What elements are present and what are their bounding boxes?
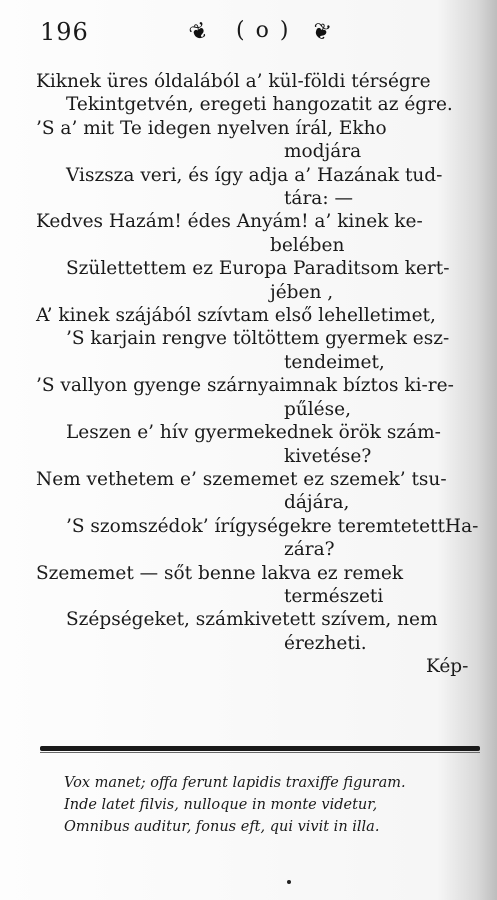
verse-turnover-line: dájára,: [284, 492, 350, 514]
epigraph-line: Omnibus auditur, fonus eft, qui vivit in illa.: [64, 819, 380, 835]
poem-text: [36, 70, 488, 679]
verse-line: Viszsza veri, és így adja a’ Hazának tud-: [66, 164, 443, 186]
header-center-mark: ( o ): [236, 18, 291, 43]
verse-line: ’S karjain rengve töltöttem gyermek esz-: [66, 328, 450, 350]
verse-turnover-line: tendeimet,: [284, 351, 385, 373]
verse-turnover-line: zára?: [284, 539, 335, 561]
verse-line: Születtettem ez Europa Paraditsom kert-: [66, 258, 450, 280]
verse-turnover-line: belében: [270, 234, 345, 256]
section-rule: [40, 746, 480, 751]
verse-turnover-line: természeti: [284, 585, 384, 607]
verse-line: ’S vallyon gyenge szárnyaimnak bíztos ki-re-: [36, 375, 454, 397]
verse-line: Nem vethetem e’ szememet ez szemek’ tsu-: [36, 468, 447, 490]
page-number: 196: [40, 18, 89, 46]
verse-turnover-line: tára: —: [284, 188, 353, 210]
verse-line: Leszen e’ hív gyermekednek örök szám-: [66, 422, 441, 444]
verse-turnover-line: modjára: [284, 141, 362, 163]
verse-line: A’ kinek szájából szívtam első lehelletimet,: [36, 305, 436, 327]
verse-turnover-line: jében ,: [270, 281, 334, 303]
fleuron-ornament-icon: ❦: [185, 17, 213, 48]
print-dot: [287, 880, 291, 884]
verse-line: Szememet — sőt benne lakva ez remek: [36, 562, 404, 584]
verse-line: Tekintgetvén, eregeti hangozatit az égre.: [66, 94, 453, 116]
verse-line: Kiknek üres óldalából a’ kül-földi térségre: [36, 71, 431, 92]
epigraph-line: Vox manet; offa ferunt lapidis traxiffe figuram.: [64, 775, 406, 791]
verse-turnover-line: pűlése,: [284, 398, 351, 420]
epigraph-line: Inde latet filvis, nulloque in monte videtur,: [64, 797, 378, 813]
page-header: [40, 18, 480, 54]
verse-line: ’S a’ mit Te idegen nyelven írál, Ekho: [36, 117, 387, 139]
verse-turnover-line: kivetése?: [284, 445, 372, 467]
verse-turnover-line: érezheti.: [284, 632, 367, 654]
section-rule-fine: [40, 752, 480, 753]
verse-line: Szépségeket, számkivetett szívem, nem: [66, 609, 438, 631]
latin-epigraph: [64, 772, 484, 838]
fleuron-ornament-icon: ❦: [309, 18, 334, 47]
catchword: Kép-: [426, 656, 469, 678]
verse-line: Kedves Hazám! édes Anyám! a’ kinek ke-: [36, 211, 423, 233]
verse-line: ’S szomszédok’ írígységekre teremtetettHa-: [66, 515, 479, 537]
